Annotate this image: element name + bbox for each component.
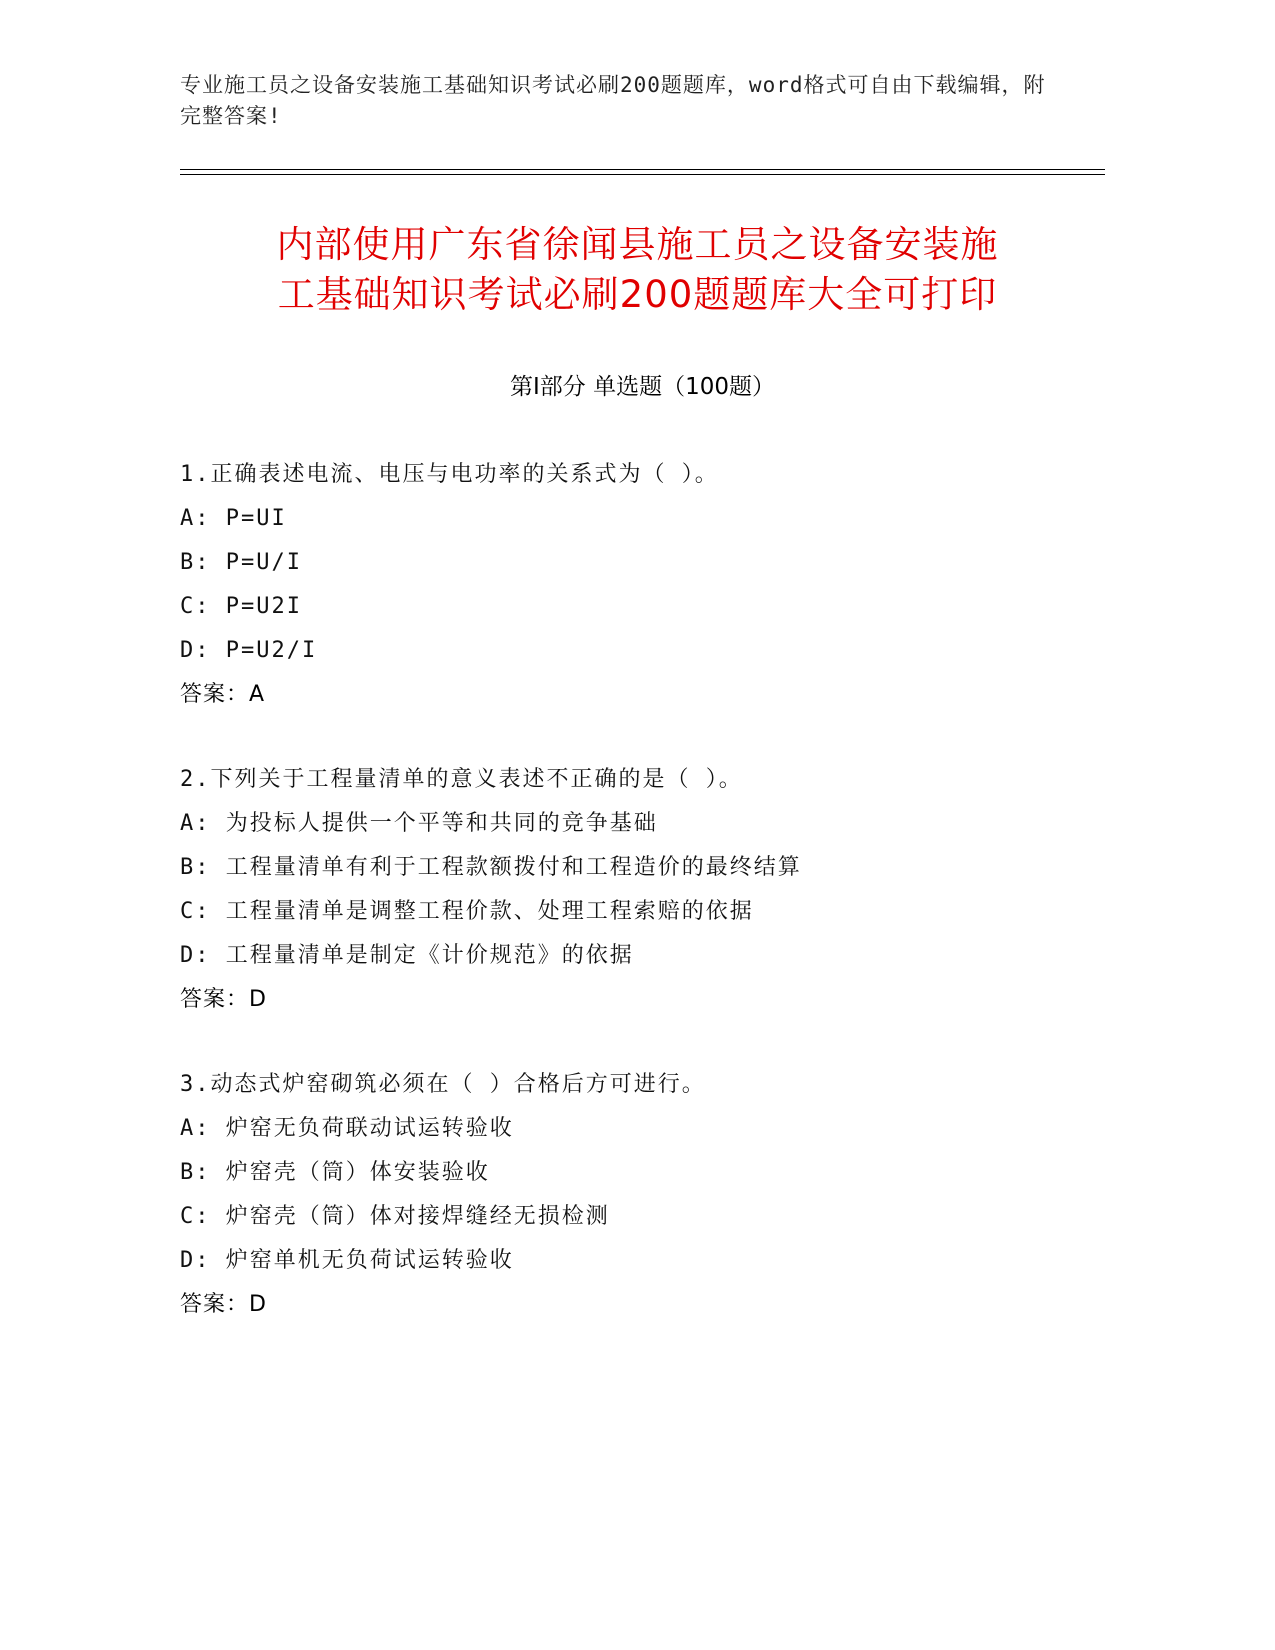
document-title-line-2: 工基础知识考试必刷200题题库大全可打印 xyxy=(277,273,998,316)
question-stem: 1.正确表述电流、电压与电功率的关系式为（ ）。 xyxy=(180,462,719,487)
option-d: D: 炉窑单机无负荷试运转验收 xyxy=(180,1248,514,1273)
option-c: C: P=U2I xyxy=(180,594,302,619)
option-d: D: P=U2/I xyxy=(180,638,318,663)
answer: 答案：D xyxy=(180,987,267,1012)
question-stem: 3.动态式炉窑砌筑必须在（ ）合格后方可进行。 xyxy=(180,1072,706,1097)
option-b: B: 炉窑壳（筒）体安装验收 xyxy=(180,1160,490,1185)
section-heading: 第Ⅰ部分 单选题（100题） xyxy=(510,374,775,400)
option-c: C: 炉窑壳（筒）体对接焊缝经无损检测 xyxy=(180,1204,610,1229)
answer: 答案：A xyxy=(180,682,266,707)
header-divider-bottom xyxy=(180,174,1105,175)
option-c: C: 工程量清单是调整工程价款、处理工程索赔的依据 xyxy=(180,899,754,924)
option-a: A: P=UI xyxy=(180,506,287,531)
option-a: A: 为投标人提供一个平等和共同的竞争基础 xyxy=(180,811,658,836)
question-2 xyxy=(180,758,1105,1022)
option-d: D: 工程量清单是制定《计价规范》的依据 xyxy=(180,943,634,968)
option-a: A: 炉窑无负荷联动试运转验收 xyxy=(180,1116,514,1141)
question-3 xyxy=(180,1063,1105,1327)
option-b: B: P=U/I xyxy=(180,550,302,575)
answer: 答案：D xyxy=(180,1292,267,1317)
option-b: B: 工程量清单有利于工程款额拨付和工程造价的最终结算 xyxy=(180,855,802,880)
header-note: 专业施工员之设备安装施工基础知识考试必刷200题题库，word格式可自由下载编辑，附完整答案! xyxy=(180,73,1046,128)
document-title-line-1: 内部使用广东省徐闻县施工员之设备安装施 xyxy=(276,223,999,266)
question-stem: 2.下列关于工程量清单的意义表述不正确的是（ ）。 xyxy=(180,767,743,792)
question-1 xyxy=(180,453,1105,717)
document-title xyxy=(150,220,1125,320)
header-divider-top xyxy=(180,169,1105,170)
